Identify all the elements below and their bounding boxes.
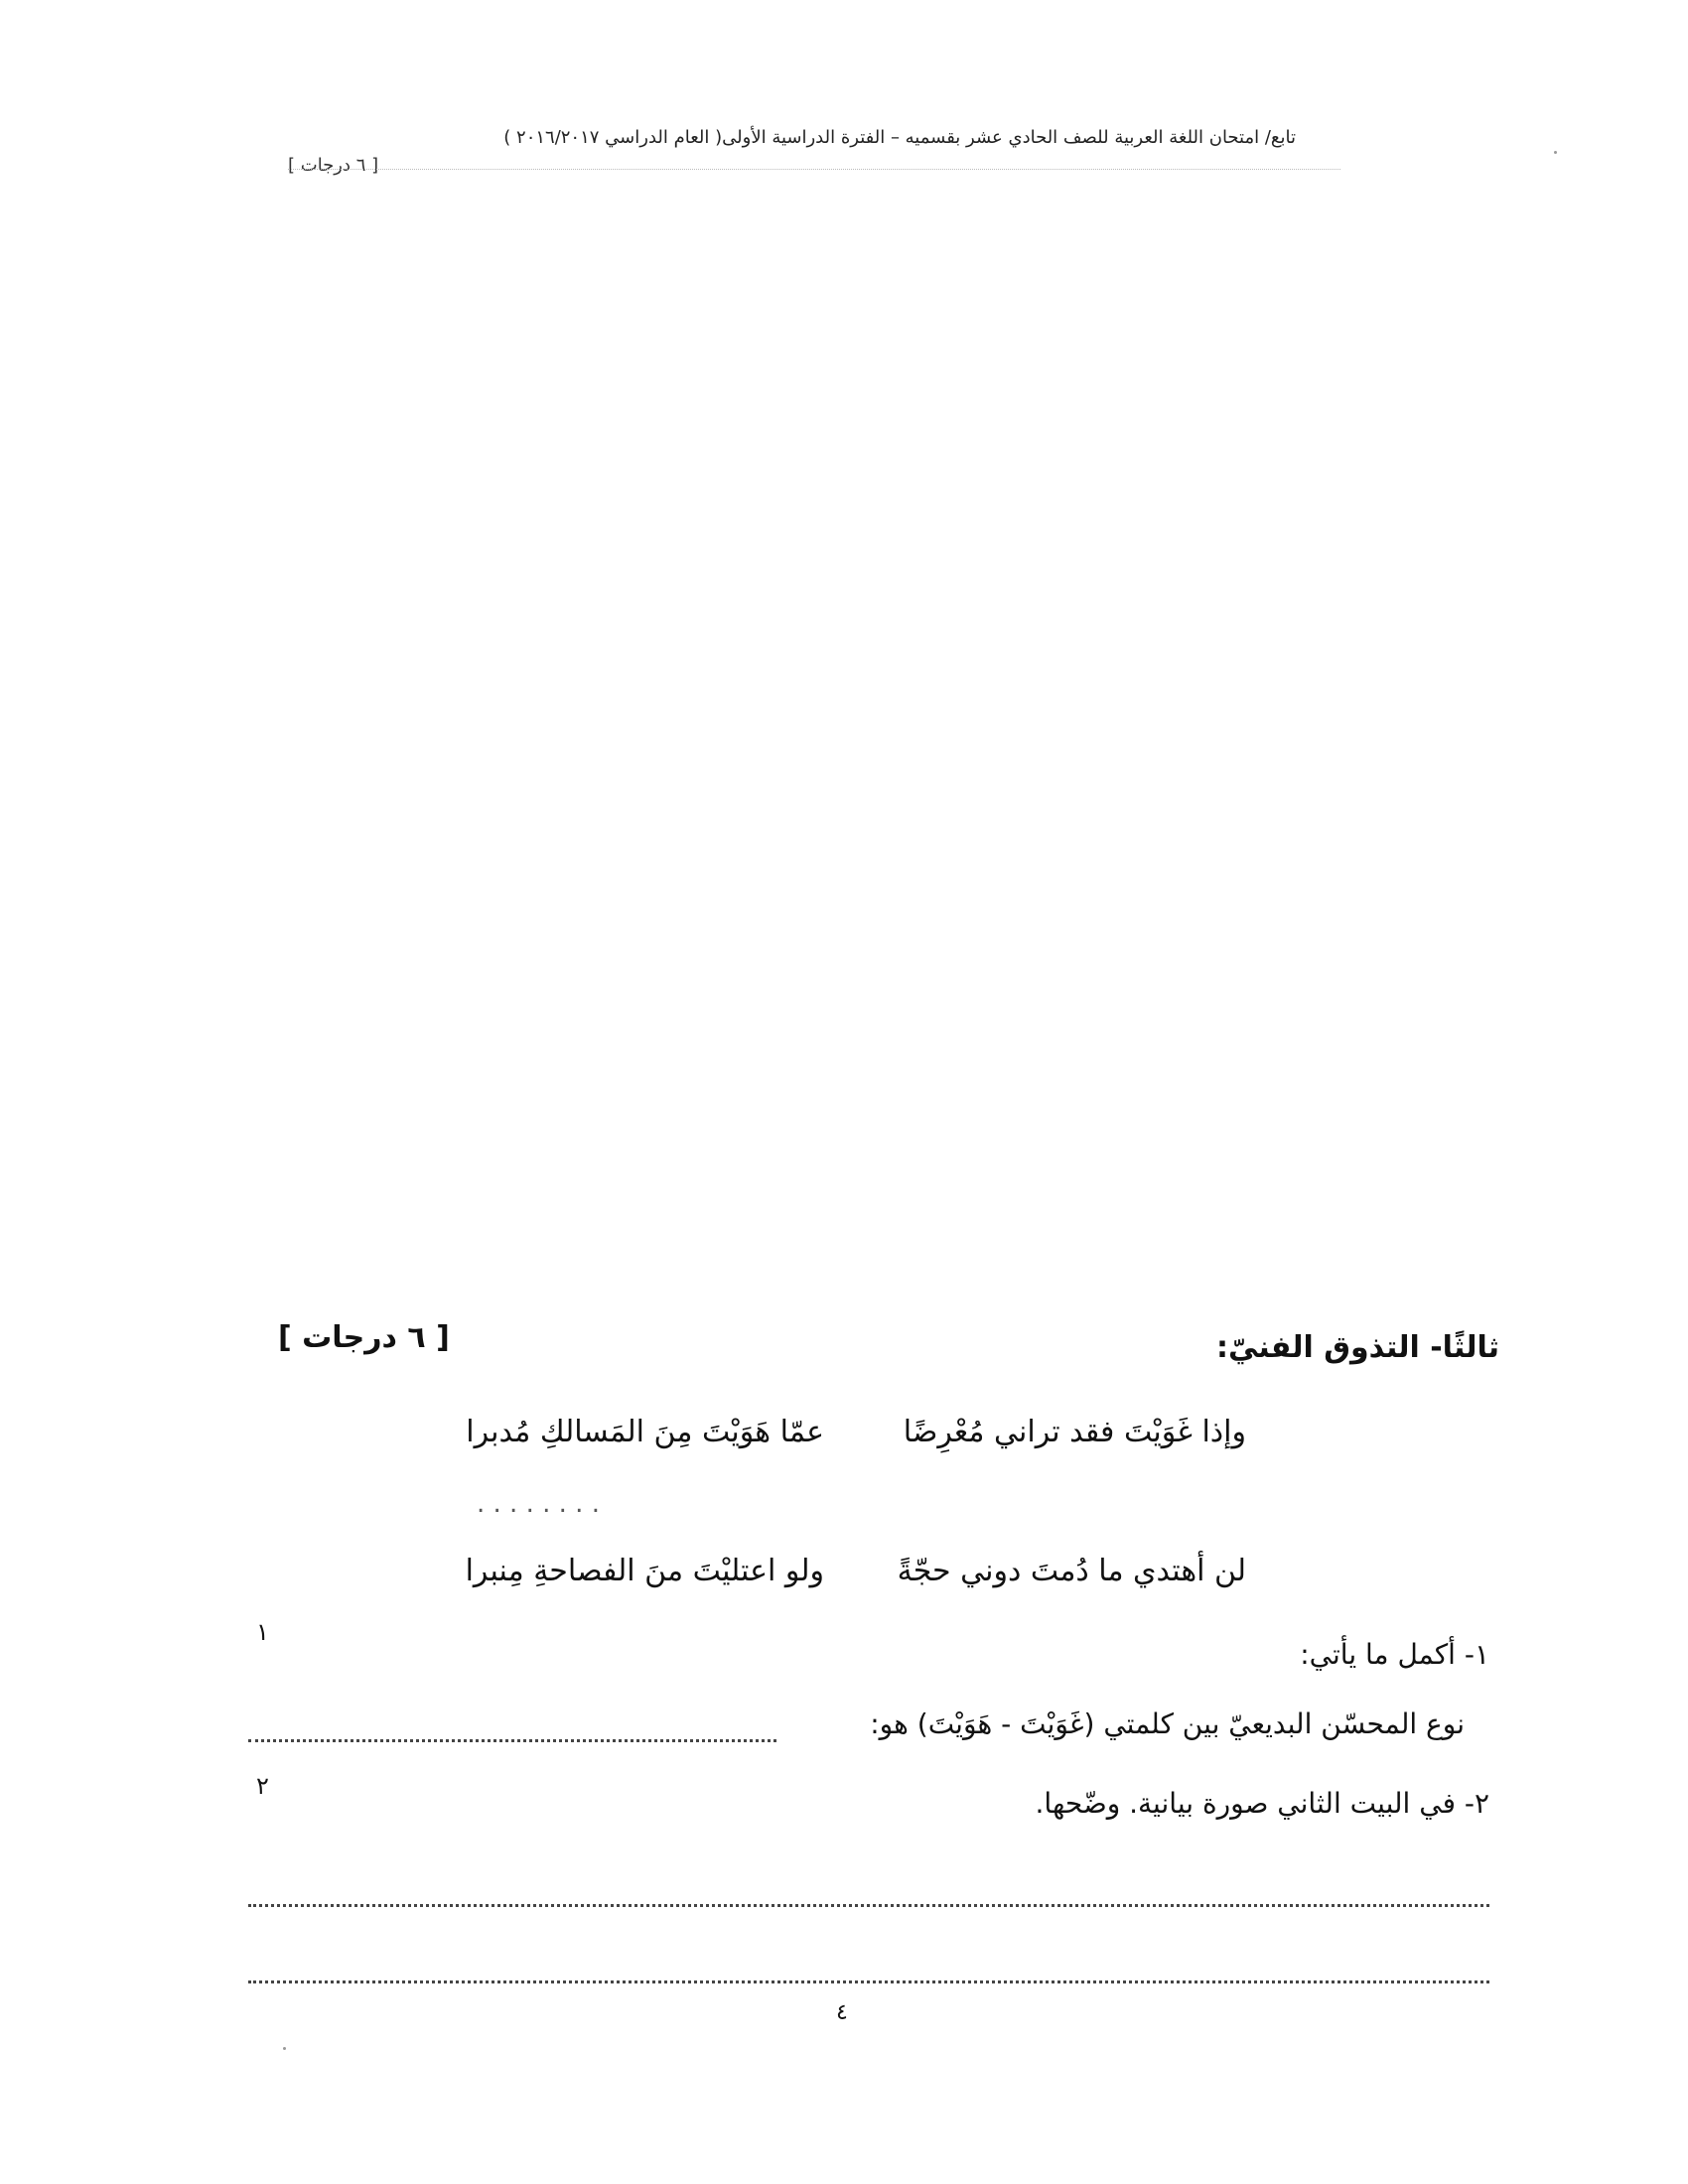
question-2-answer-line-1[interactable] <box>248 1904 1489 1907</box>
scan-speck <box>283 2047 286 2050</box>
question-2-answer-line-2[interactable] <box>248 1980 1489 1983</box>
exam-header-subline: [ ٦ درجات ] <box>288 155 379 176</box>
scan-speck <box>1554 151 1557 154</box>
poem-line2-first-hemistich: لن أهتدي ما دُمتَ دوني حجّةً <box>897 1554 1246 1588</box>
poem-line1-first-hemistich: وإذا غَوَيْتَ فقد تراني مُعْرِضًا <box>903 1415 1246 1449</box>
exam-header-title: تابع/ امتحان اللغة العربية للصف الحادي عشر بقسميه – الفترة الدراسية الأولى( العام الدراسي ٢٠١٦/٢٠١٧ ) <box>503 127 1296 148</box>
header-divider <box>288 169 1340 170</box>
question-2-mark: ٢ <box>256 1772 269 1800</box>
question-1-answer-blank[interactable] <box>248 1715 776 1742</box>
question-1-subtext: نوع المحسّن البديعيّ بين كلمتي (غَوَيْتَ - هَوَيْتَ) هو: <box>870 1707 1465 1740</box>
question-2-text: ٢- في البيت الثاني صورة بيانية. وضّحها. <box>1035 1787 1489 1820</box>
section-title: ثالثًا- التذوق الفنيّ: <box>1216 1330 1499 1365</box>
poem-separator-dots: . . . . . . . . <box>477 1489 600 1519</box>
poem-line2-second-hemistich: ولو اعتليْتَ منَ الفصاحةِ مِنبرا <box>465 1554 824 1588</box>
page-number: ٤ <box>836 2000 848 2025</box>
section-marks: [ ٦ درجات ] <box>278 1320 450 1355</box>
question-1-text: ١- أكمل ما يأتي: <box>1300 1638 1489 1671</box>
poem-line1-second-hemistich: عمّا هَوَيْتَ مِنَ المَسالكِ مُدبرا <box>466 1415 824 1449</box>
question-1-mark: ١ <box>256 1618 269 1646</box>
